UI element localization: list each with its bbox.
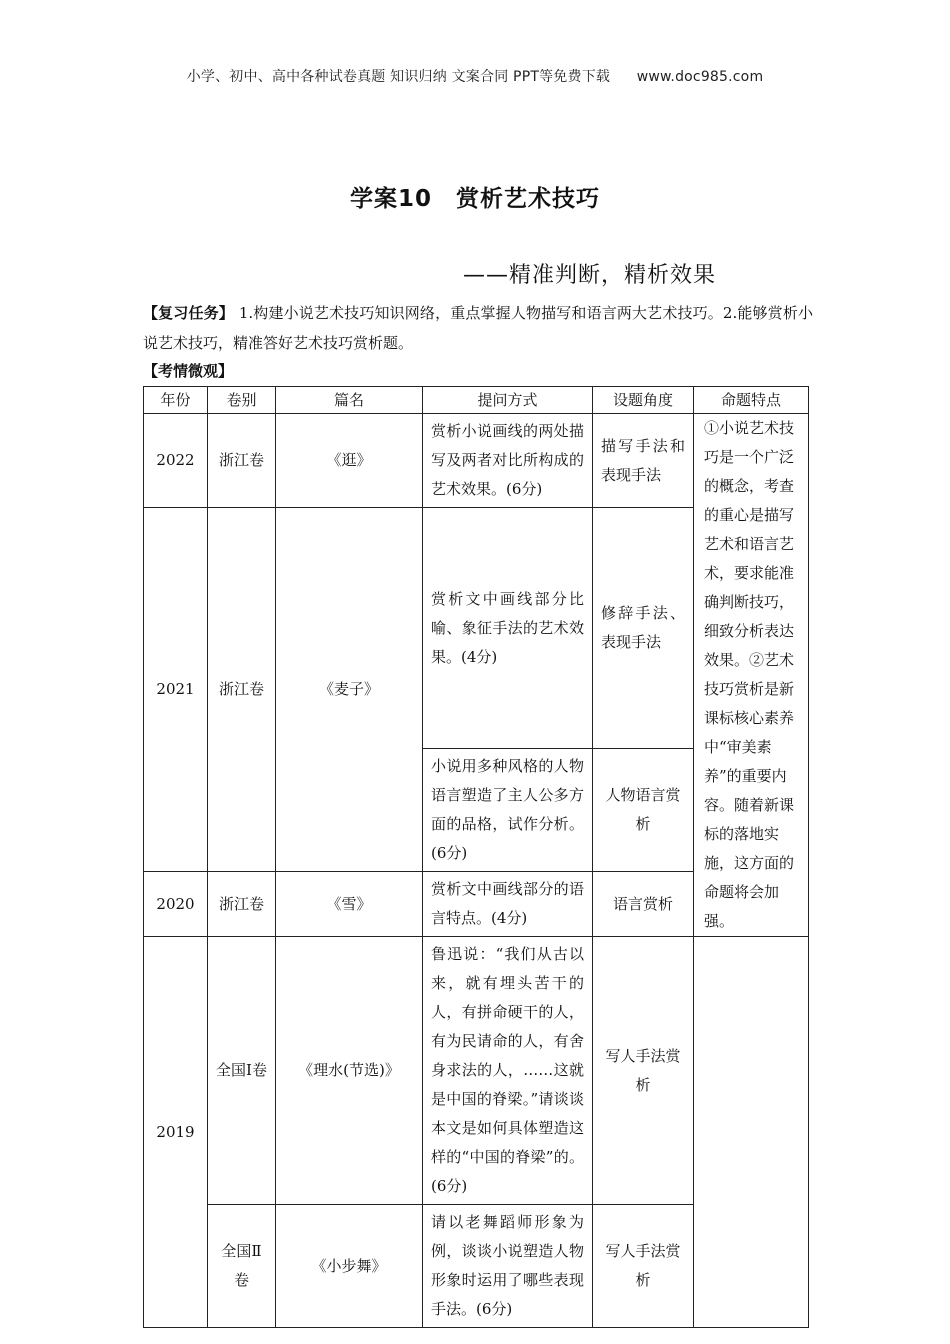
title-cell: 《麦子》 [276,508,423,872]
title-cell: 《雪》 [276,872,423,937]
exam-situation-label: 【考情微观】 [143,362,234,380]
review-task-text: 1.构建小说艺术技巧知识网络，重点掌握人物描写和语言两大艺术技巧。2.能够赏析小说艺术技巧，精准答好艺术技巧赏析题。 [143,304,813,352]
header-url[interactable]: www.doc985.com [636,69,764,85]
angle-cell: 写人手法赏析 [593,1205,694,1328]
angle-cell: 描写手法和表现手法 [593,414,694,508]
paper-cell: 全国Ⅰ卷 [208,937,276,1205]
angle-cell: 修辞手法、表现手法 [593,508,694,749]
paper-cell: 浙江卷 [208,872,276,937]
table-row [144,937,809,1205]
year-cell: 2022 [144,414,208,508]
paper-cell: 全国Ⅱ卷 [208,1205,276,1328]
title-cell: 《逛》 [276,414,423,508]
page-subtitle: ——精准判断，精析效果 [463,263,717,288]
features-cell-empty [694,937,809,1328]
year-cell: 2019 [144,937,208,1328]
question-cell: 小说用多种风格的人物语言塑造了主人公多方面的品格，试作分析。(6分) [423,749,593,872]
page-title: 学案10 赏析艺术技巧 [349,186,600,212]
angle-cell: 语言赏析 [593,872,694,937]
question-cell: 赏析文中画线部分的语言特点。(4分) [423,872,593,937]
header-cell-question: 提问方式 [423,387,593,414]
title-cell: 《理水(节选)》 [276,937,423,1205]
paper-cell: 浙江卷 [208,508,276,872]
page-header [0,66,950,86]
angle-cell: 人物语言赏析 [593,749,694,872]
header-text: 小学、初中、高中各种试卷真题 知识归纳 文案合同 PPT等免费下载 [186,69,611,85]
table-row [144,414,809,508]
question-cell: 赏析文中画线部分比喻、象征手法的艺术效果。(4分) [423,508,593,749]
year-cell: 2021 [144,508,208,872]
question-cell: 请以老舞蹈师形象为例，谈谈小说塑造人物形象时运用了哪些表现手法。(6分) [423,1205,593,1328]
header-cell-paper: 卷别 [208,387,276,414]
year-cell: 2020 [144,872,208,937]
question-cell: 鲁迅说：“我们从古以来，就有埋头苦干的人，有拼命硬干的人，有为民请命的人，有舍身求法的人，……这就是中国的脊梁。”请谈谈本文是如何具体塑造这样的“中国的脊梁”的。(6分) [423,937,593,1205]
review-task-label: 【复习任务】 [143,304,234,322]
paper-cell: 浙江卷 [208,414,276,508]
header-cell-features: 命题特点 [694,387,809,414]
header-cell-title: 篇名 [276,387,423,414]
title-cell: 《小步舞》 [276,1205,423,1328]
question-cell: 赏析小说画线的两处描写及两者对比所构成的艺术效果。(6分) [423,414,593,508]
table-header-row [144,387,809,414]
angle-cell: 写人手法赏析 [593,937,694,1205]
review-task [143,298,813,358]
exam-table [143,386,809,1328]
header-cell-year: 年份 [144,387,208,414]
header-cell-angle: 设题角度 [593,387,694,414]
features-cell: ①小说艺术技巧是一个广泛的概念，考查的重心是描写艺术和语言艺术，要求能准确判断技巧，细致分析表达效果。②艺术技巧赏析是新课标核心素养中“审美素养”的重要内容。随着新课标的落地实施，这方面的命题将会加强。 [694,414,809,937]
